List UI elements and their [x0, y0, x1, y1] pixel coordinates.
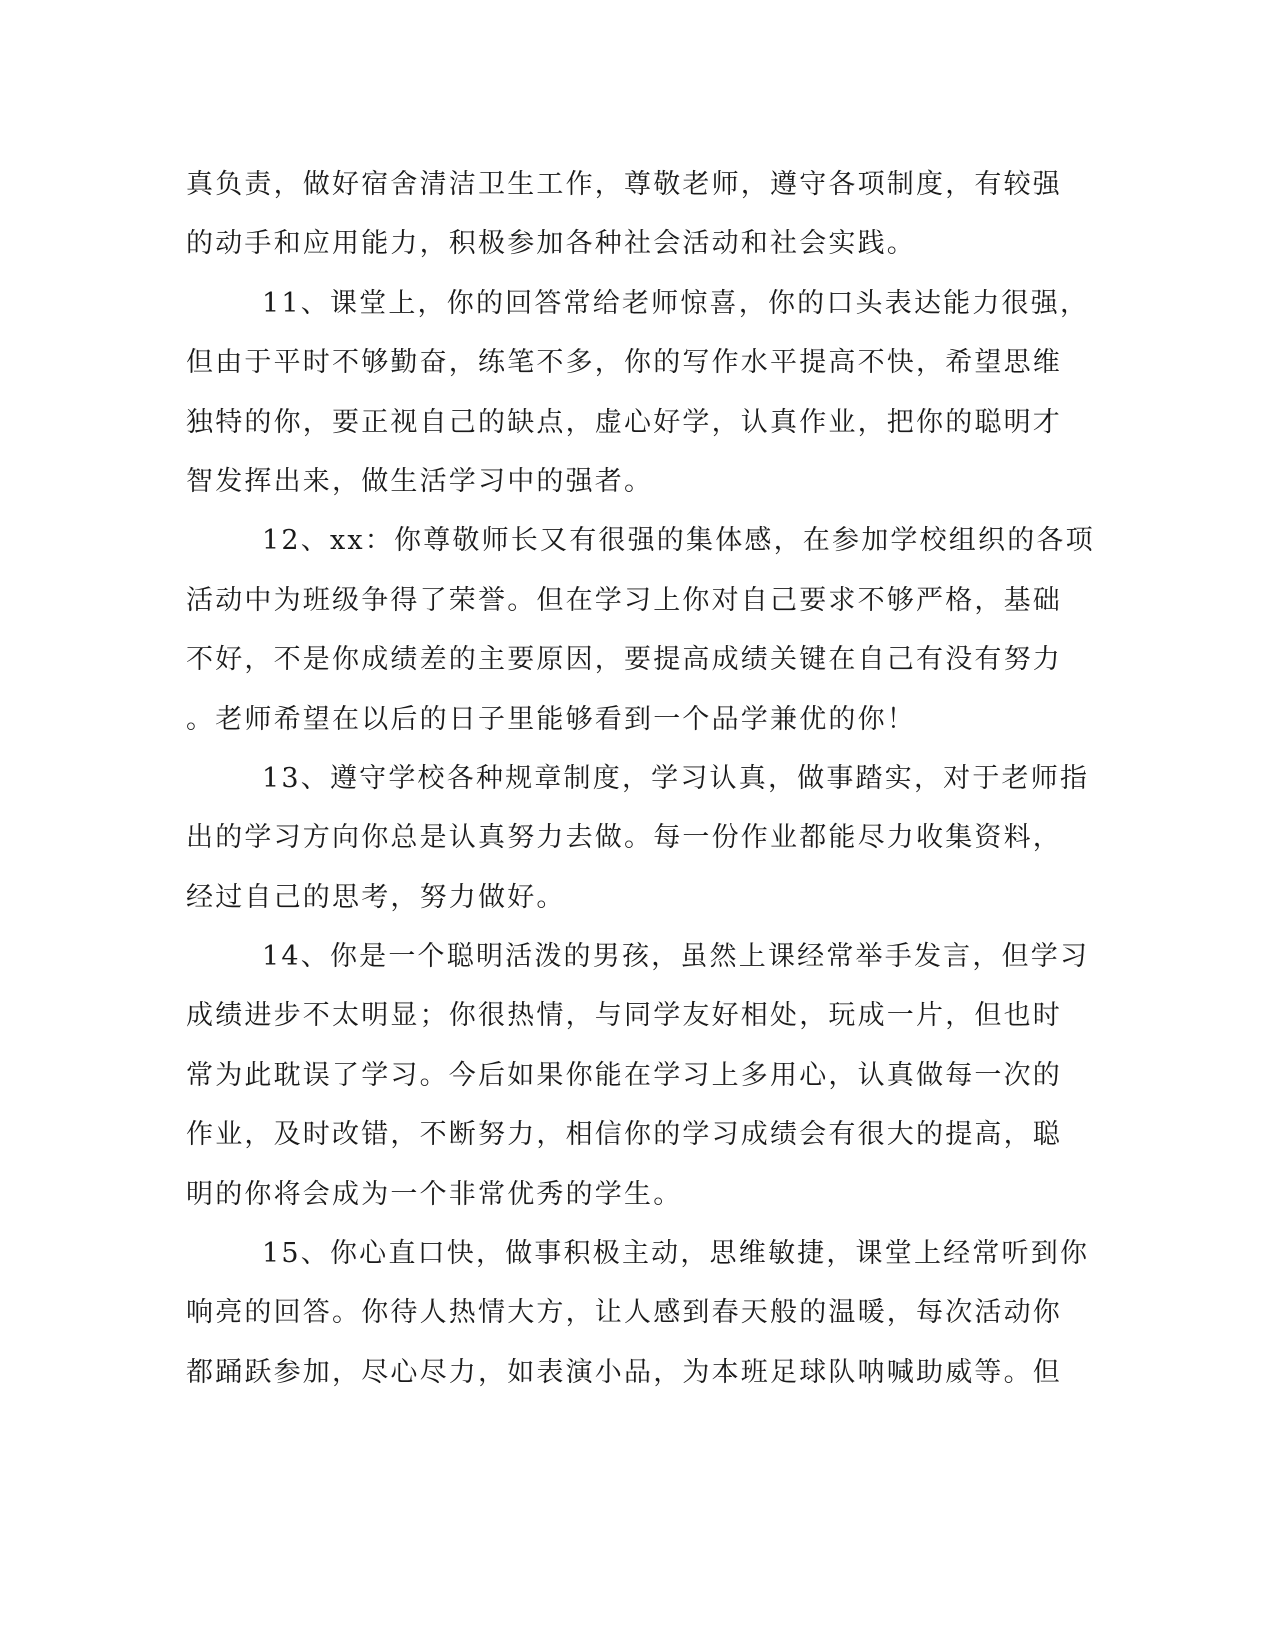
text-line: 但由于平时不够勤奋，练笔不多，你的写作水平提高不快，希望思维: [186, 347, 1062, 379]
text-line: 活动中为班级争得了荣誉。但在学习上你对自己要求不够严格，基础: [186, 584, 1062, 616]
text-line: 响亮的回答。你待人热情大方，让人感到春天般的温暖，每次活动你: [186, 1297, 1062, 1329]
comment-11-start: 11、课堂上，你的回答常给老师惊喜，你的口头表达能力很强，: [262, 287, 1090, 319]
text-line: 的动手和应用能力，积极参加各种社会活动和社会实践。: [186, 228, 916, 260]
text-line: 真负责，做好宿舍清洁卫生工作，尊敬老师，遵守各项制度，有较强: [186, 169, 1062, 200]
text-line: 经过自己的思考，努力做好。: [186, 881, 566, 913]
text-line: 不好，不是你成绩差的主要原因，要提高成绩关键在自己有没有努力: [186, 644, 1062, 676]
comment-13-start: 13、遵守学校各种规章制度，学习认真，做事踏实，对于老师指: [262, 762, 1090, 794]
text-line: 。老师希望在以后的日子里能够看到一个品学兼优的你！: [186, 703, 916, 735]
text-line: 作业，及时改错，不断努力，相信你的学习成绩会有很大的提高，聪: [186, 1119, 1062, 1151]
text-line: 智发挥出来，做生活学习中的强者。: [186, 465, 654, 497]
text-line: 都踊跃参加，尽心尽力，如表演小品，为本班足球队呐喊助威等。但: [186, 1356, 1062, 1388]
document-body: [186, 155, 1095, 1402]
comment-14-start: 14、你是一个聪明活泼的男孩，虽然上课经常举手发言，但学习: [262, 941, 1090, 973]
text-line: 出的学习方向你总是认真努力去做。每一份作业都能尽力收集资料，: [186, 822, 1062, 854]
text-line: 成绩进步不太明显；你很热情，与同学友好相处，玩成一片，但也时: [186, 1000, 1062, 1032]
text-line: 常为此耽误了学习。今后如果你能在学习上多用心，认真做每一次的: [186, 1059, 1062, 1091]
comment-15-start: 15、你心直口快，做事积极主动，思维敏捷，课堂上经常听到你: [262, 1238, 1090, 1270]
text-line: 独特的你，要正视自己的缺点，虚心好学，认真作业，把你的聪明才: [186, 406, 1062, 438]
comment-12-start: 12、xx：你尊敬师长又有很强的集体感，在参加学校组织的各项: [262, 525, 1095, 557]
text-line: 明的你将会成为一个非常优秀的学生。: [186, 1178, 683, 1210]
